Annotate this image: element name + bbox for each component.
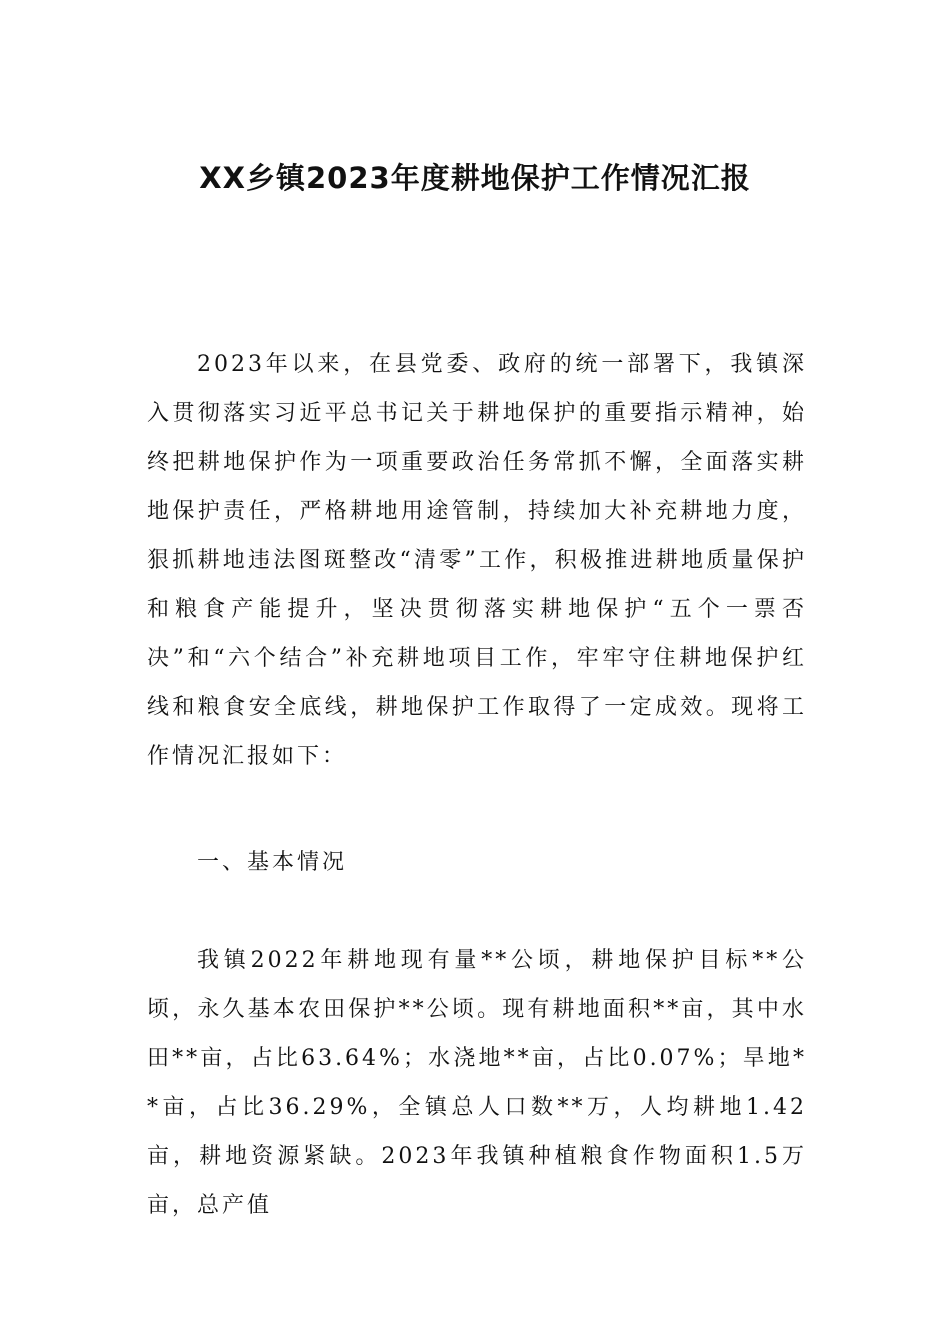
- section-heading-basic: 一、基本情况: [197, 850, 348, 875]
- basic-info-paragraph: 我镇2022年耕地现有量**公顷，耕地保护目标**公顷，永久基本农田保护**公顷。现有耕地面积**亩，其中水田**亩，占比63.64%；水浇地**亩，占比0.07%；旱地**亩，占比36.29%，全镇总人口数**万，人均耕地1.42亩，耕地资源紧缺。2023年我镇种植粮食作物面积1.5万亩，总产值: [147, 948, 807, 1218]
- document-title: XX乡镇2023年度耕地保护工作情况汇报: [199, 161, 751, 195]
- intro-paragraph: 2023年以来，在县党委、政府的统一部署下，我镇深入贯彻落实习近平总书记关于耕地保护的重要指示精神，始终把耕地保护作为一项重要政治任务常抓不懈，全面落实耕地保护责任，严格耕地用途管制，持续加大补充耕地力度，狠抓耕地违法图斑整改“清零”工作，积极推进耕地质量保护和粮食产能提升，坚决贯彻落实耕地保护“五个一票否决”和“六个结合”补充耕地项目工作，牢牢守住耕地保护红线和粮食安全底线，耕地保护工作取得了一定成效。现将工作情况汇报如下：: [147, 352, 807, 769]
